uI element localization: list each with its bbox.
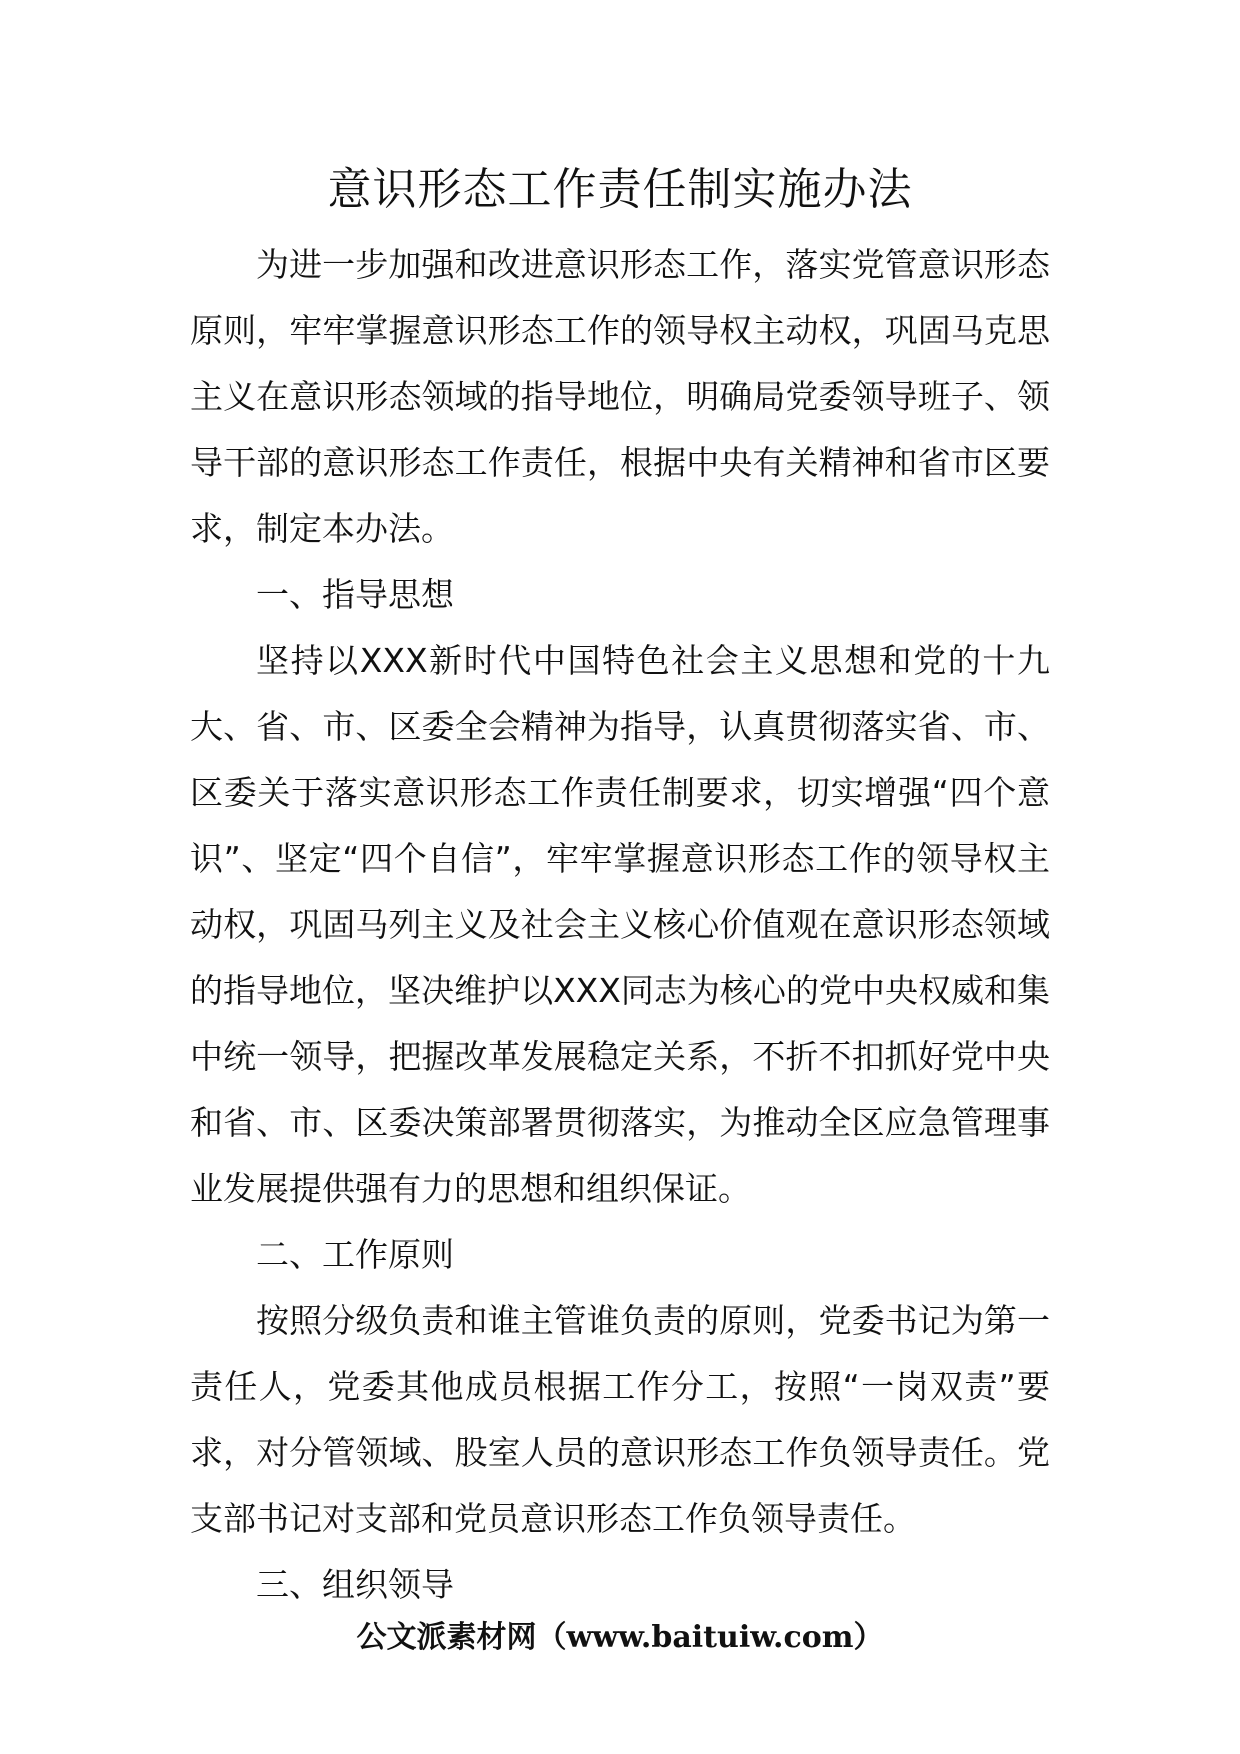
intro-paragraph: 为进一步加强和改进意识形态工作，落实党管意识形态原则，牢牢掌握意识形态工作的领导权主动权，巩固马克思主义在意识形态领域的指导地位，明确局党委领导班子、领导干部的意识形态工作责任，根据中央有关精神和省市区要求，制定本办法。 — [190, 245, 1050, 548]
document-title: 意识形态工作责任制实施办法 — [327, 164, 913, 215]
footer-watermark: 公文派素材网（www.baituiw.com） — [356, 1620, 884, 1655]
section-heading-guiding-thought: 一、指导思想 — [256, 575, 454, 614]
guiding-thought-paragraph: 坚持以XXX新时代中国特色社会主义思想和党的十九大、省、市、区委全会精神为指导，认真贯彻落实省、市、区委关于落实意识形态工作责任制要求，切实增强“四个意识”、坚定“四个自信”，牢牢掌握意识形态工作的领导权主动权，巩固马列主义及社会主义核心价值观在意识形态领域的指导地位，坚决维护以XXX同志为核心的党中央权威和集中统一领导，把握改革发展稳定关系，不折不扣抓好党中央和省、市、区委决策部署贯彻落实，为推动全区应急管理事业发展提供强有力的思想和组织保证。 — [190, 641, 1050, 1208]
work-principles-paragraph: 按照分级负责和谁主管谁负责的原则，党委书记为第一责任人，党委其他成员根据工作分工，按照“一岗双责”要求，对分管领域、股室人员的意识形态工作负领导责任。党支部书记对支部和党员意识形态工作负领导责任。 — [190, 1301, 1050, 1538]
document-body — [190, 232, 1050, 1618]
section-heading-work-principles: 二、工作原则 — [256, 1235, 454, 1274]
section-heading-organization: 三、组织领导 — [256, 1565, 454, 1604]
